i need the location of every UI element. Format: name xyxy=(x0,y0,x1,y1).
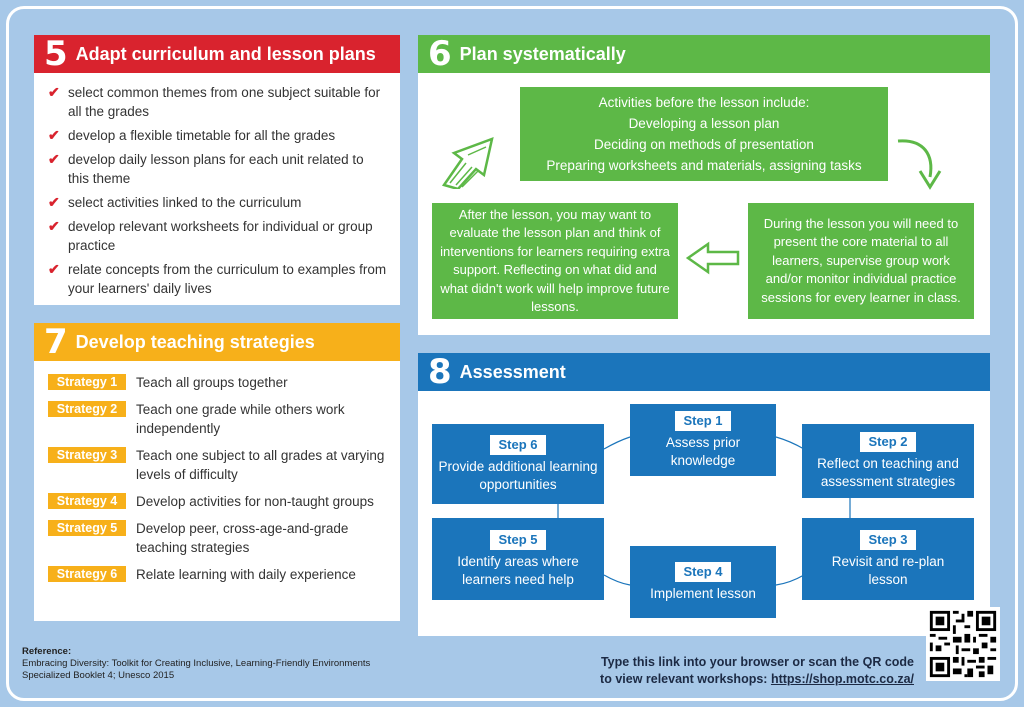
workshop-link[interactable]: https://shop.motc.co.za/ xyxy=(770,672,914,686)
section-6-title: Plan systematically xyxy=(459,43,626,64)
cycle-arrow-left-icon xyxy=(686,241,740,275)
cycle-arrow-down-icon xyxy=(894,135,946,193)
curriculum-checklist xyxy=(48,83,388,303)
check-icon: ✔ xyxy=(48,261,60,277)
strategy-tag: Strategy 3 xyxy=(48,447,126,463)
step-3-box xyxy=(802,518,974,600)
list-item: ✔ select activities linked to the curriculum xyxy=(48,194,302,210)
reference-heading: Reference: xyxy=(22,646,72,657)
strategy-row xyxy=(48,400,390,438)
reference-block xyxy=(22,646,370,682)
section-7-header xyxy=(34,323,400,361)
step-label: Step 2 xyxy=(860,432,915,452)
check-icon: ✔ xyxy=(48,218,60,234)
step-label: Step 4 xyxy=(675,562,730,582)
section-8-number: 8 xyxy=(428,352,452,392)
section-8-title: Assessment xyxy=(459,361,566,382)
list-item: ✔ develop daily lesson plans for each unit related to this theme xyxy=(48,151,364,186)
list-item: ✔ select common themes from one subject suitable for all the grades xyxy=(48,84,381,119)
list-item: ✔ develop relevant worksheets for individual or group practice xyxy=(48,218,373,253)
strategy-tag: Strategy 2 xyxy=(48,401,126,417)
step-label: Step 5 xyxy=(490,530,545,550)
reference-line: Specialized Booklet 4; Unesco 2015 xyxy=(22,670,175,681)
section-5-panel xyxy=(34,35,400,305)
qr-code-icon[interactable] xyxy=(926,607,1000,681)
strategy-tag: Strategy 1 xyxy=(48,374,126,390)
strategy-text: Develop activities for non-taught groups xyxy=(136,494,374,509)
step-text: Implement lesson xyxy=(650,585,756,601)
step-text: Revisit and re-plan lesson xyxy=(831,553,945,587)
strategy-text: Teach one grade while others work independently xyxy=(136,402,345,436)
step-5-box xyxy=(432,518,604,600)
section-7-title: Develop teaching strategies xyxy=(75,331,315,352)
step-label: Step 3 xyxy=(860,530,915,550)
step-1-box xyxy=(630,404,776,476)
reference-line: Embracing Diversity: Toolkit for Creating Inclusive, Learning-Friendly Environments xyxy=(22,658,371,669)
strategy-tag: Strategy 5 xyxy=(48,520,126,536)
section-6-header xyxy=(418,35,990,73)
step-4-box xyxy=(630,546,776,618)
list-item: ✔ develop a flexible timetable for all the grades xyxy=(48,127,336,143)
strategy-text: Teach all groups together xyxy=(136,375,288,390)
cycle-arrow-up-icon xyxy=(440,133,500,189)
step-label: Step 6 xyxy=(490,435,545,455)
strategy-tag: Strategy 6 xyxy=(48,566,126,582)
strategy-row xyxy=(48,565,390,584)
check-icon: ✔ xyxy=(48,84,60,100)
strategy-row xyxy=(48,492,390,511)
step-label: Step 1 xyxy=(675,411,730,431)
during-lesson-box: During the lesson you will need to present the core material to all learners, supervise group work and/or monitor individual practice sessions for every learner in class. xyxy=(748,203,974,319)
section-7-number: 7 xyxy=(44,322,68,362)
check-icon: ✔ xyxy=(48,127,60,143)
section-6-number: 6 xyxy=(428,34,452,74)
strategy-row xyxy=(48,446,390,484)
strategy-text: Teach one subject to all grades at varying levels of difficulty xyxy=(136,448,385,482)
section-5-title: Adapt curriculum and lesson plans xyxy=(75,43,376,64)
strategy-text: Develop peer, cross-age-and-grade teaching strategies xyxy=(136,521,349,555)
section-6-panel xyxy=(418,35,990,335)
strategy-text: Relate learning with daily experience xyxy=(136,567,356,582)
step-6-box xyxy=(432,424,604,504)
strategy-list xyxy=(48,373,390,592)
check-icon: ✔ xyxy=(48,194,60,210)
section-8-panel xyxy=(418,353,990,636)
list-item: ✔ relate concepts from the curriculum to examples from your learners' daily lives xyxy=(48,261,387,296)
strategy-tag: Strategy 4 xyxy=(48,493,126,509)
step-text: Reflect on teaching and assessment strategies xyxy=(817,455,959,489)
section-5-number: 5 xyxy=(44,34,68,74)
step-2-box xyxy=(802,424,974,498)
check-icon: ✔ xyxy=(48,151,60,167)
step-text: Assess prior knowledge xyxy=(665,434,741,468)
qr-instructions: Type this link into your browser or scan the QR code to view relevant workshops: https://shop.motc.co.za/ xyxy=(600,655,914,686)
step-text: Identify areas where learners need help xyxy=(457,553,579,587)
after-lesson-box: After the lesson, you may want to evaluate the lesson plan and think of interventions for learners requiring extra support. Reflecting on what did and what didn't work will help improve future lessons. xyxy=(432,203,678,319)
section-5-header xyxy=(34,35,400,73)
strategy-row xyxy=(48,373,390,392)
section-7-panel xyxy=(34,323,400,621)
strategy-row xyxy=(48,519,390,557)
step-text: Provide additional learning opportunities xyxy=(438,458,598,492)
before-lesson-box: Activities before the lesson include: Developing a lesson plan Deciding on methods of presentation Preparing worksheets and materials, assigning tasks xyxy=(520,87,888,181)
